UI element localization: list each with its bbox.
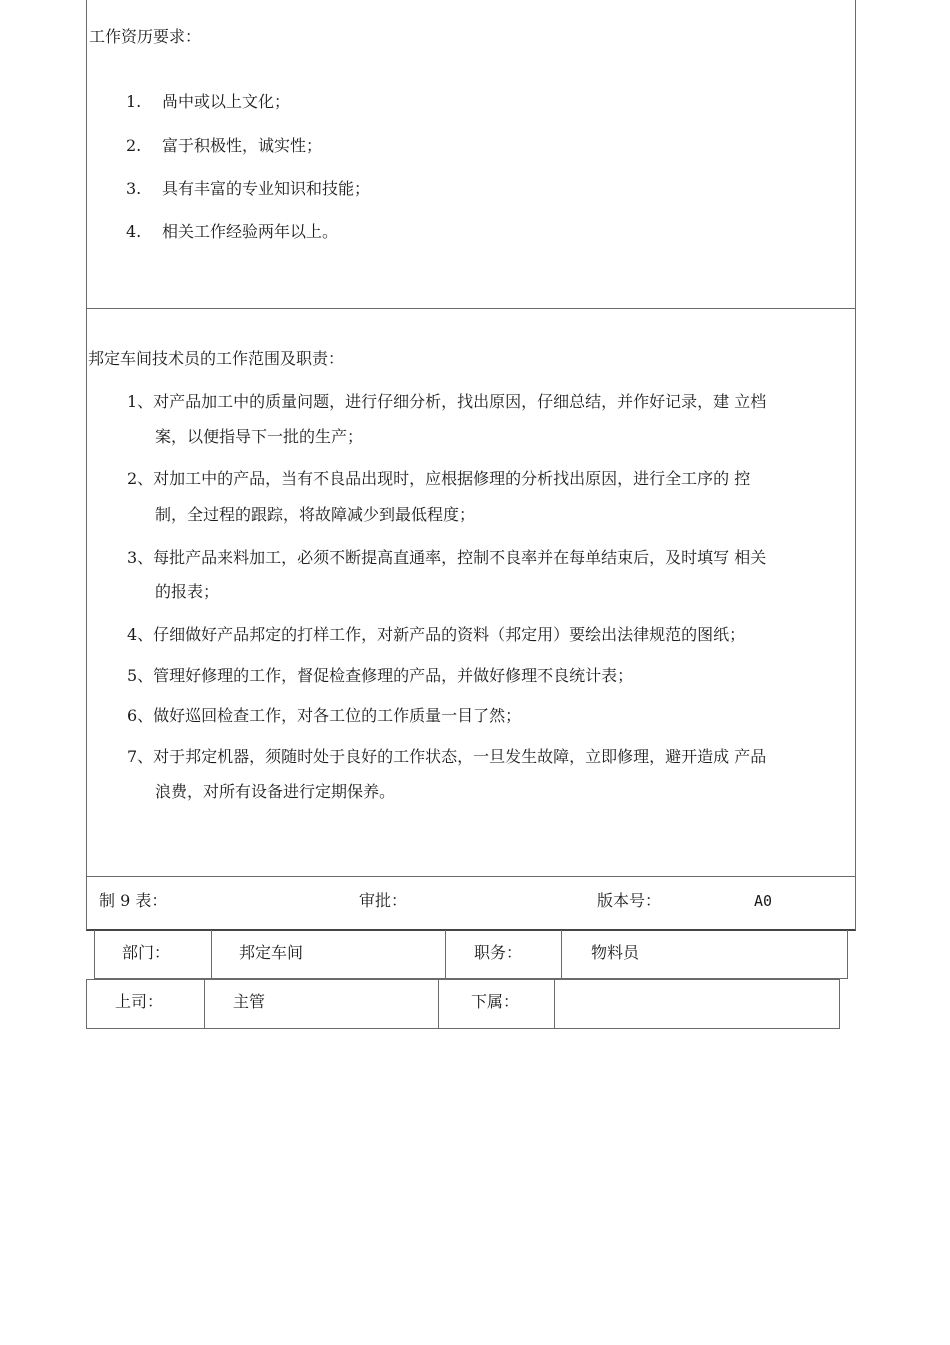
requirement-num-4: 4. <box>126 222 142 241</box>
approval-label: 审批： <box>359 891 408 910</box>
requirement-text-3: 具有丰富的专业知识和技能； <box>162 179 371 198</box>
subordinate-label: 下属： <box>471 992 520 1011</box>
duty-3-line-2: 的报表； <box>155 582 220 601</box>
duty-7-line-1: 7、对于邦定机器，须随时处于良好的工作状态，一旦发生故障，立即修理，避开造成 产品 <box>127 747 767 766</box>
department-value: 邦定车间 <box>239 943 304 962</box>
made-by-label: 制 9 表： <box>99 891 168 910</box>
requirements-section <box>86 0 856 309</box>
duty-5: 5、管理好修理的工作，督促检查修理的产品，并做好修理不良统计表； <box>127 666 634 685</box>
requirement-num-3: 3. <box>126 179 142 198</box>
duty-6: 6、做好巡回检查工作，对各工位的工作质量一目了然； <box>127 706 522 725</box>
duty-1-line-2: 案，以便指导下一批的生产； <box>155 427 364 446</box>
version-label: 版本号： <box>597 891 662 910</box>
position-value: 物料员 <box>591 943 640 962</box>
requirement-num-2: 2. <box>126 136 142 155</box>
requirement-text-2: 富于积极性，诚实性； <box>162 136 323 155</box>
version-value: A0 <box>754 892 773 910</box>
position-label: 职务： <box>474 943 523 962</box>
info-row-superior <box>86 979 840 1029</box>
superior-label: 上司： <box>115 992 164 1011</box>
superior-value: 主管 <box>233 992 266 1011</box>
department-label: 部门： <box>122 943 171 962</box>
duties-section <box>86 308 856 877</box>
duty-2-line-2: 制，全过程的跟踪，将故障减少到最低程度； <box>155 505 476 524</box>
form-footer <box>86 876 856 931</box>
requirement-text-1: 咼中或以上文化； <box>162 92 291 111</box>
requirement-text-4: 相关工作经验两年以上。 <box>162 222 339 241</box>
duty-4: 4、仔细做好产品邦定的打样工作，对新产品的资料（邦定用）要绘出法律规范的图纸； <box>127 625 746 644</box>
duties-heading: 邦定车间技术员的工作范围及职责： <box>88 349 345 368</box>
duty-2-line-1: 2、对加工中的产品，当有不良品出现时，应根据修理的分析找出原因，进行全工序的 控 <box>127 469 751 488</box>
duty-3-line-1: 3、每批产品来料加工，必须不断提高直通率，控制不良率并在每单结束后，及时填写 相关 <box>127 548 767 567</box>
duty-1-line-1: 1、对产品加工中的质量问题，进行仔细分析，找出原因，仔细总结，并作好记录，建 立档 <box>127 392 767 411</box>
requirements-heading: 工作资历要求： <box>89 27 202 46</box>
requirement-num-1: 1. <box>126 92 142 111</box>
info-row-department <box>94 930 848 979</box>
duty-7-line-2: 浪费，对所有设备进行定期保养。 <box>155 782 396 801</box>
